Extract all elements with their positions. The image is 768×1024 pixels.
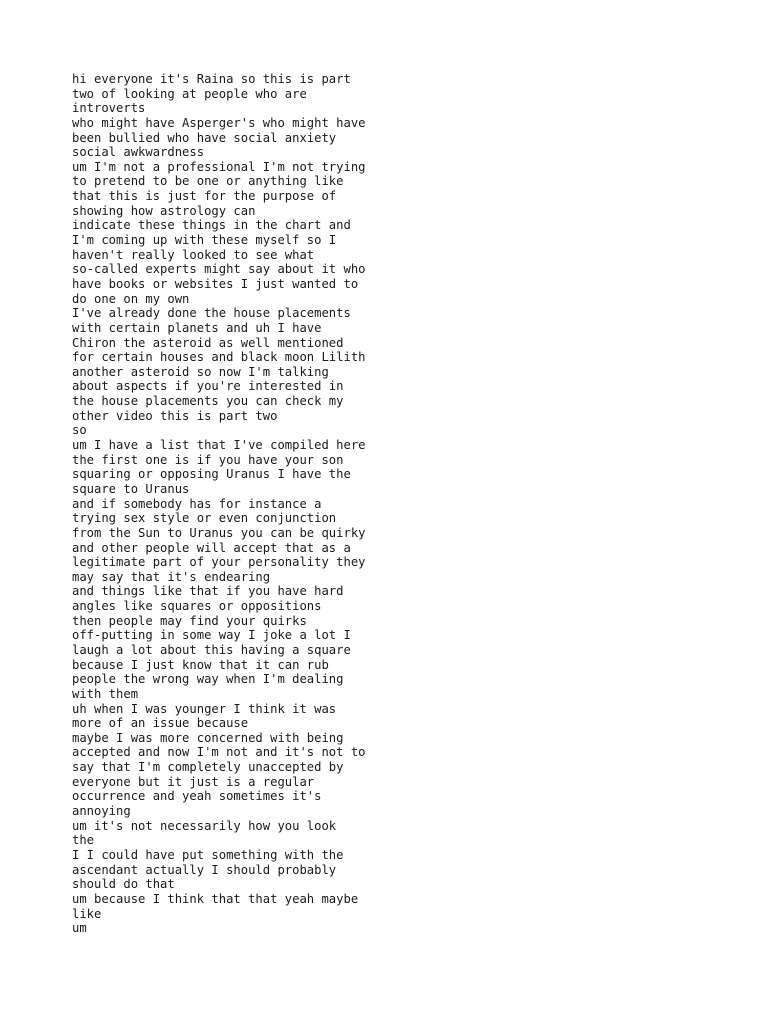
transcript-line: Chiron the asteroid as well mentioned [72, 335, 344, 350]
transcript-line: two of looking at people who are [72, 86, 307, 101]
transcript-line: do one on my own [72, 291, 190, 306]
transcript-line: I've already done the house placements [72, 306, 351, 321]
transcript-line: introverts [72, 101, 146, 116]
transcript-line: um it's not necessarily how you look [72, 818, 337, 833]
transcript-line: social awkwardness [72, 145, 205, 160]
transcript-line: showing how astrology can [72, 203, 256, 218]
transcript-line: may say that it's endearing [72, 569, 271, 584]
transcript-line: about aspects if you're interested in [72, 379, 344, 394]
transcript-line: everyone but it just is a regular [72, 774, 315, 789]
transcript-line: should do that [72, 877, 175, 892]
transcript-line: say that I'm completely unaccepted by [72, 760, 344, 775]
transcript-line: annoying [72, 804, 131, 819]
transcript-line: so [72, 423, 87, 438]
transcript-line: for certain houses and black moon Lilith [72, 350, 366, 365]
transcript-line: I I could have put something with the [72, 847, 344, 862]
transcript-line: with them [72, 686, 139, 701]
transcript-line: maybe I was more concerned with being [72, 730, 344, 745]
transcript-line: the [72, 833, 95, 848]
transcript-line: ascendant actually I should probably [72, 862, 337, 877]
transcript-line: with certain planets and uh I have [72, 320, 322, 335]
transcript-line: square to Uranus [72, 481, 190, 496]
transcript-line: been bullied who have social anxiety [72, 130, 337, 145]
transcript-line: accepted and now I'm not and it's not to [72, 745, 366, 760]
transcript-line: squaring or opposing Uranus I have the [72, 467, 351, 482]
transcript-line: people the wrong way when I'm dealing [72, 672, 344, 687]
transcript-line: to pretend to be one or anything like [72, 174, 344, 189]
transcript-line: uh when I was younger I think it was [72, 701, 337, 716]
transcript-line: hi everyone it's Raina so this is part [72, 72, 351, 86]
transcript-line: trying sex style or even conjunction [72, 511, 337, 526]
transcript-line: and other people will accept that as a [72, 540, 351, 555]
transcript-line: um [72, 921, 87, 936]
transcript-line: haven't really looked to see what [72, 247, 315, 262]
transcript-line: another asteroid so now I'm talking [72, 364, 329, 379]
transcript-line: um I'm not a professional I'm not trying [72, 159, 366, 174]
transcript-line: legitimate part of your personality they [72, 555, 366, 570]
transcript-line: so-called experts might say about it who [72, 262, 366, 277]
transcript-line: because I just know that it can rub [72, 657, 329, 672]
transcript-line: have books or websites I just wanted to [72, 276, 359, 291]
transcript-line: then people may find your quirks [72, 613, 307, 628]
transcript-line: that this is just for the purpose of [72, 189, 337, 204]
transcript-line: the house placements you can check my [72, 394, 344, 409]
transcript-line: and if somebody has for instance a [72, 496, 322, 511]
transcript-line: who might have Asperger's who might have [72, 115, 366, 130]
transcript-line: laugh a lot about this having a square [72, 642, 351, 657]
transcript-line: and things like that if you have hard [72, 584, 344, 599]
transcript-line: um because I think that that yeah maybe [72, 891, 359, 906]
transcript-line: like [72, 906, 102, 921]
transcript-line: I'm coming up with these myself so I [72, 233, 337, 248]
transcript-line: um I have a list that I've compiled here [72, 438, 366, 453]
transcript-line: the first one is if you have your son [72, 452, 344, 467]
transcript-text [72, 72, 712, 936]
transcript-line: angles like squares or oppositions [72, 599, 322, 614]
transcript-line: indicate these things in the chart and [72, 218, 351, 233]
transcript-line: from the Sun to Uranus you can be quirky [72, 525, 366, 540]
transcript-line: other video this is part two [72, 408, 278, 423]
transcript-line: occurrence and yeah sometimes it's [72, 789, 322, 804]
transcript-line: more of an issue because [72, 716, 249, 731]
transcript-line: off-putting in some way I joke a lot I [72, 628, 351, 643]
